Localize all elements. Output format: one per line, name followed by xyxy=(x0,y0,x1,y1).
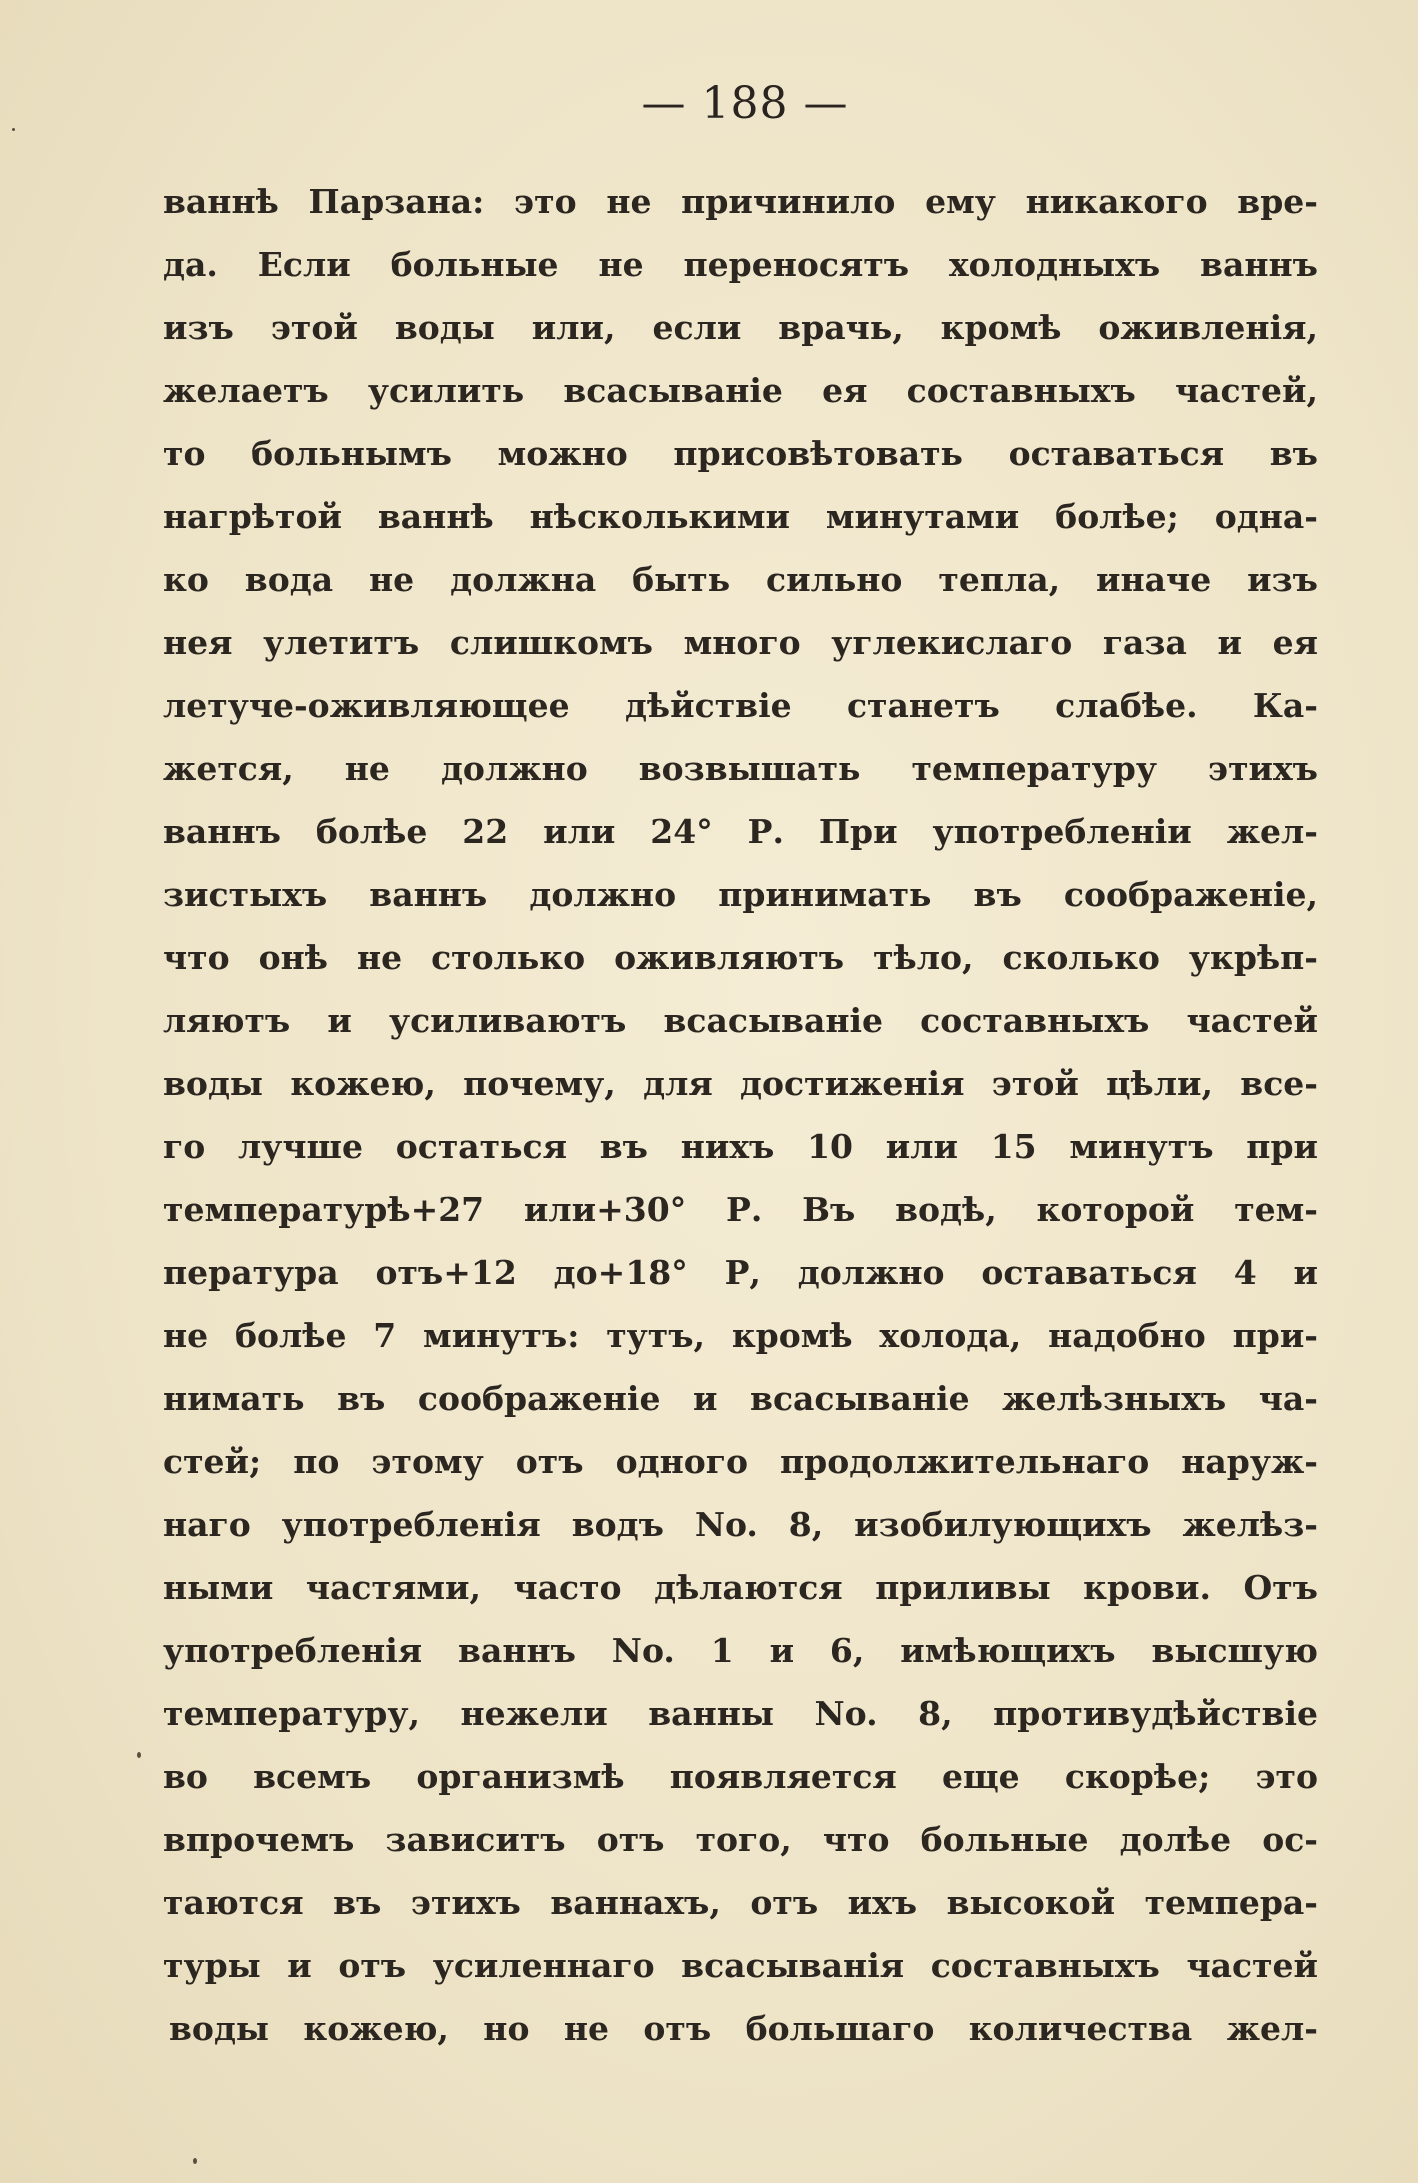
text-line: желаетъ усилить всасываніе ея составныхъ частей, xyxy=(163,371,1318,410)
text-line: го лучше остаться въ нихъ 10 или 15 минутъ при xyxy=(163,1127,1318,1166)
text-line: то больнымъ можно присовѣтовать оставаться въ xyxy=(163,434,1318,473)
text-line: во всемъ организмѣ появляется еще скорѣе; это xyxy=(163,1757,1318,1796)
text-line: изъ этой воды или, если врачь, кромѣ оживленія, xyxy=(163,308,1318,347)
paper-speck xyxy=(193,2158,197,2164)
text-line: таются въ этихъ ваннахъ, отъ ихъ высокой темпера- xyxy=(163,1883,1318,1922)
text-line: впрочемъ зависитъ отъ того, что больные долѣе ос- xyxy=(163,1820,1318,1859)
page-number: — 188 — xyxy=(641,78,849,129)
text-line: нея улетитъ слишкомъ много углекислаго газа и ея xyxy=(163,623,1318,662)
text-line: пература отъ+12 до+18° Р, должно оставаться 4 и xyxy=(163,1253,1318,1292)
text-line: температурѣ+27 или+30° Р. Въ водѣ, которой тем- xyxy=(163,1190,1318,1229)
text-line: зистыхъ ваннъ должно принимать въ соображеніе, xyxy=(163,875,1318,914)
text-line: что онѣ не столько оживляютъ тѣло, сколько укрѣп- xyxy=(163,938,1318,977)
text-line: ко вода не должна быть сильно тепла, иначе изъ xyxy=(163,560,1318,599)
text-line: воды кожею, но не отъ большаго количества жел- xyxy=(169,2009,1318,2048)
text-line: нагрѣтой ваннѣ нѣсколькими минутами болѣе; одна- xyxy=(163,497,1318,536)
paper-speck xyxy=(137,1752,141,1758)
text-line: ваннъ болѣе 22 или 24° Р. При употребленіи жел- xyxy=(163,812,1318,851)
text-line: не болѣе 7 минутъ: тутъ, кромѣ холода, надобно при- xyxy=(163,1316,1318,1355)
text-line: жется, не должно возвышать температуру этихъ xyxy=(163,749,1318,788)
body-text xyxy=(163,170,1318,2060)
text-line: нимать въ соображеніе и всасываніе желѣзныхъ ча- xyxy=(163,1379,1318,1418)
text-line: ляютъ и усиливаютъ всасываніе составныхъ частей xyxy=(163,1001,1318,1040)
text-line: ными частями, часто дѣлаются приливы крови. Отъ xyxy=(163,1568,1318,1607)
text-line: употребленія ваннъ No. 1 и 6, имѣющихъ высшую xyxy=(163,1631,1318,1670)
text-line: стей; по этому отъ одного продолжительнаго наруж- xyxy=(163,1442,1318,1481)
text-line: наго употребленія водъ No. 8, изобилующихъ желѣз- xyxy=(163,1505,1318,1544)
text-line: температуру, нежели ванны No. 8, противудѣйствіе xyxy=(163,1694,1318,1733)
text-line: воды кожею, почему, для достиженія этой цѣли, все- xyxy=(163,1064,1318,1103)
paper-speck xyxy=(12,128,15,131)
text-line: да. Если больные не переносятъ холодныхъ ваннъ xyxy=(163,245,1318,284)
text-line: ваннѣ Парзана: это не причинило ему никакого вре- xyxy=(163,182,1318,221)
text-line: летуче-оживляющее дѣйствіе станетъ слабѣе. Ка- xyxy=(163,686,1318,725)
text-line: туры и отъ усиленнаго всасыванія составныхъ частей xyxy=(163,1946,1318,1985)
